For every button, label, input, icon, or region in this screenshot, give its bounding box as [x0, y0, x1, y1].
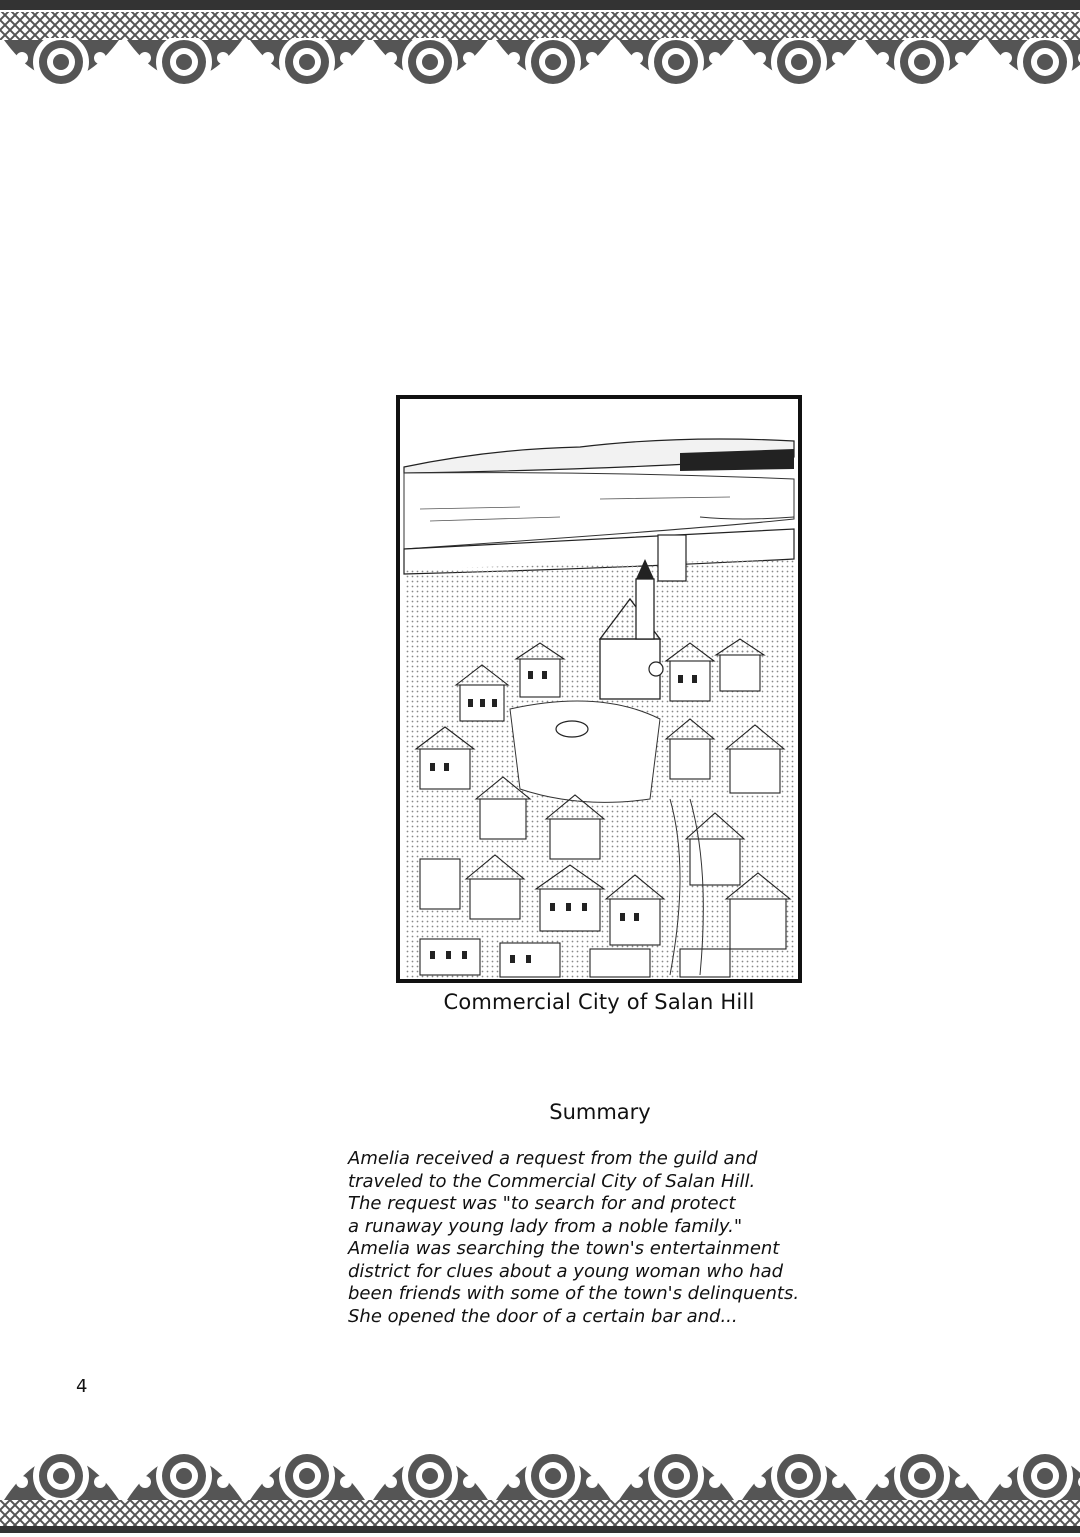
bottom-lace-border	[0, 1420, 1080, 1533]
top-lace-border	[0, 0, 1080, 112]
summary-line: She opened the door of a certain bar and...	[348, 1305, 738, 1327]
summary-line: a runaway young lady from a noble family."	[348, 1215, 743, 1237]
summary-line: district for clues about a young woman who had	[348, 1260, 784, 1282]
summary-line: Amelia received a request from the guild and	[348, 1148, 758, 1169]
summary-line: traveled to the Commercial City of Salan Hill.	[348, 1170, 756, 1192]
summary-title: Summary	[549, 1100, 651, 1124]
summary-line: Amelia was searching the town's entertainment	[348, 1238, 780, 1259]
illustration-caption: Commercial City of Salan Hill	[443, 990, 755, 1014]
summary-line: been friends with some of the town's delinquents.	[348, 1283, 800, 1304]
summary-line: The request was "to search for and protect	[348, 1193, 736, 1214]
page-number: 4	[76, 1376, 88, 1397]
town-illustration	[396, 395, 802, 983]
summary-text	[348, 1148, 848, 1328]
